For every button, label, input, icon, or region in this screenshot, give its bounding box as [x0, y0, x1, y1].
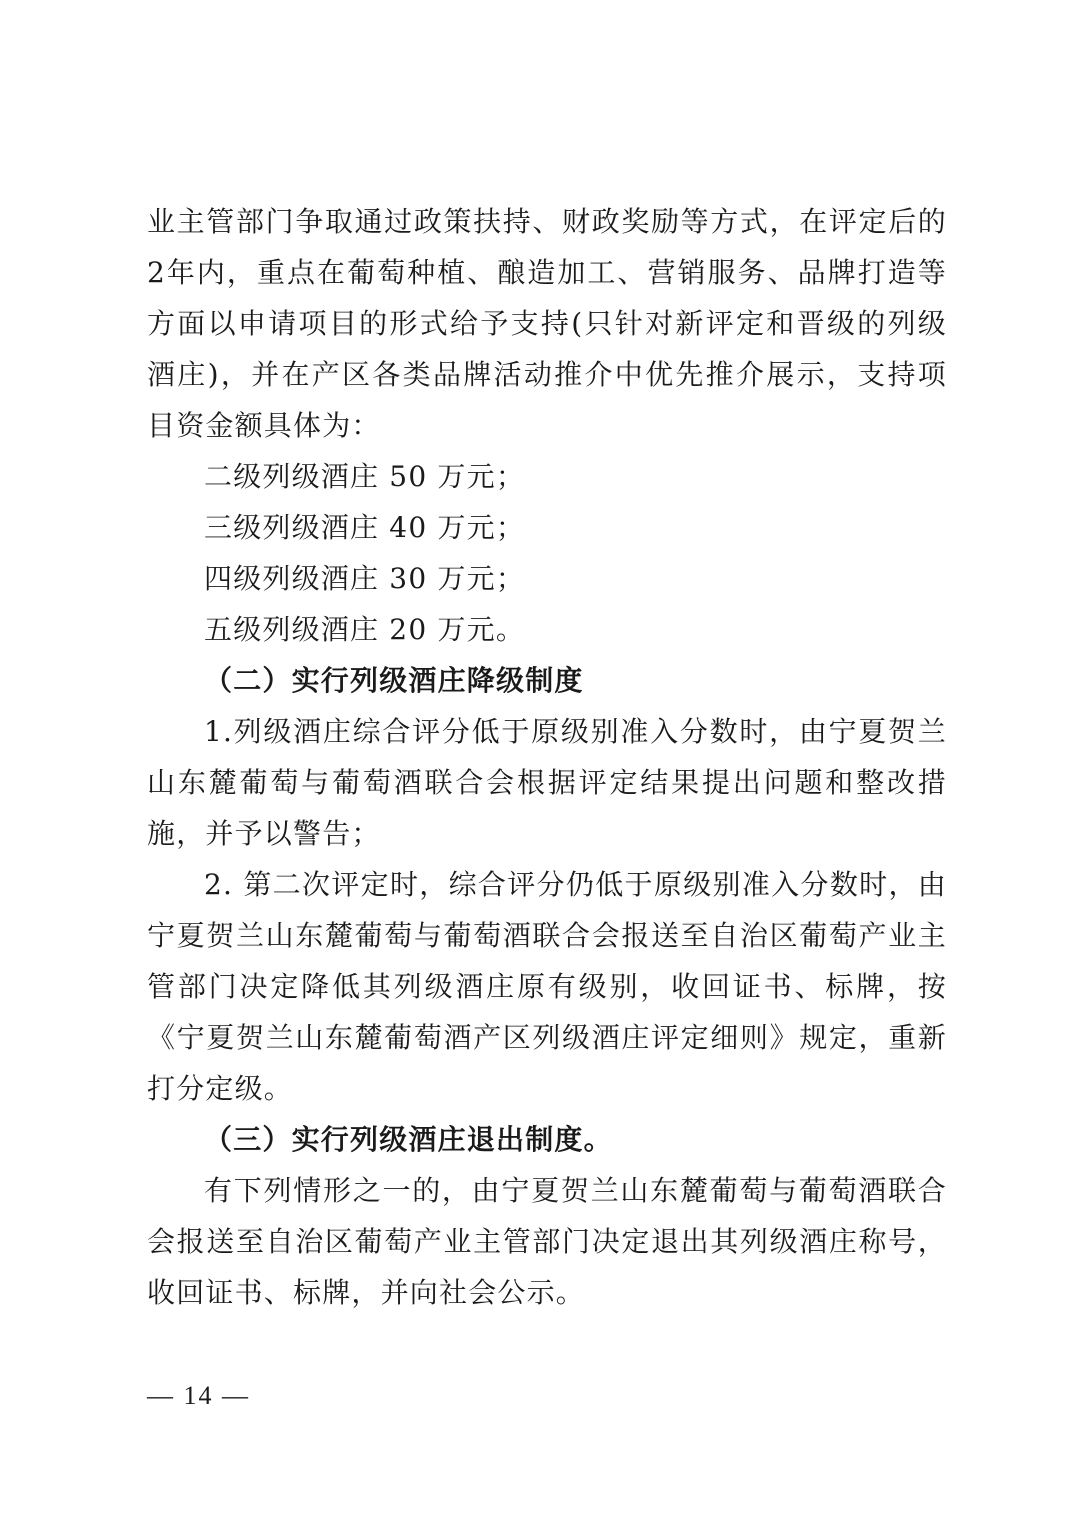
funding-item-level-4: 四级列级酒庄 30 万元；	[204, 562, 526, 595]
funding-item-level-5: 五级列级酒庄 20 万元。	[204, 613, 526, 646]
funding-item-level-3: 三级列级酒庄 40 万元；	[204, 511, 526, 544]
paragraph-support-funding: 业主管部门争取通过政策扶持、财政奖励等方式，在评定后的2年内，重点在葡萄种植、酿造加工、营销服务、品牌打造等方面以申请项目的形式给予支持(只针对新评定和晋级的列级酒庄)，并在产区各类品牌活动推介中优先推介展示，支持项目资金额具体为：	[147, 205, 947, 442]
paragraph-exit-body: 有下列情形之一的，由宁夏贺兰山东麓葡萄与葡萄酒联合会报送至自治区葡萄产业主管部门决定退出其列级酒庄称号，收回证书、标牌，并向社会公示。	[147, 1174, 947, 1309]
funding-item-level-2: 二级列级酒庄 50 万元；	[204, 460, 526, 493]
section-heading-exit: （三）实行列级酒庄退出制度。	[204, 1123, 613, 1156]
document-body	[147, 196, 947, 1318]
paragraph-downgrade-item-2: 2. 第二次评定时，综合评分仍低于原级别准入分数时，由宁夏贺兰山东麓葡萄与葡萄酒联合会报送至自治区葡萄产业主管部门决定降低其列级酒庄原有级别，收回证书、标牌，按《宁夏贺兰山东麓葡萄酒产区列级酒庄评定细则》规定，重新打分定级。	[147, 868, 947, 1105]
paragraph-downgrade-item-1: 1.列级酒庄综合评分低于原级别准入分数时，由宁夏贺兰山东麓葡萄与葡萄酒联合会根据评定结果提出问题和整改措施，并予以警告；	[147, 715, 947, 850]
section-heading-downgrade: （二）实行列级酒庄降级制度	[204, 664, 584, 697]
page-number: — 14 —	[147, 1381, 250, 1410]
